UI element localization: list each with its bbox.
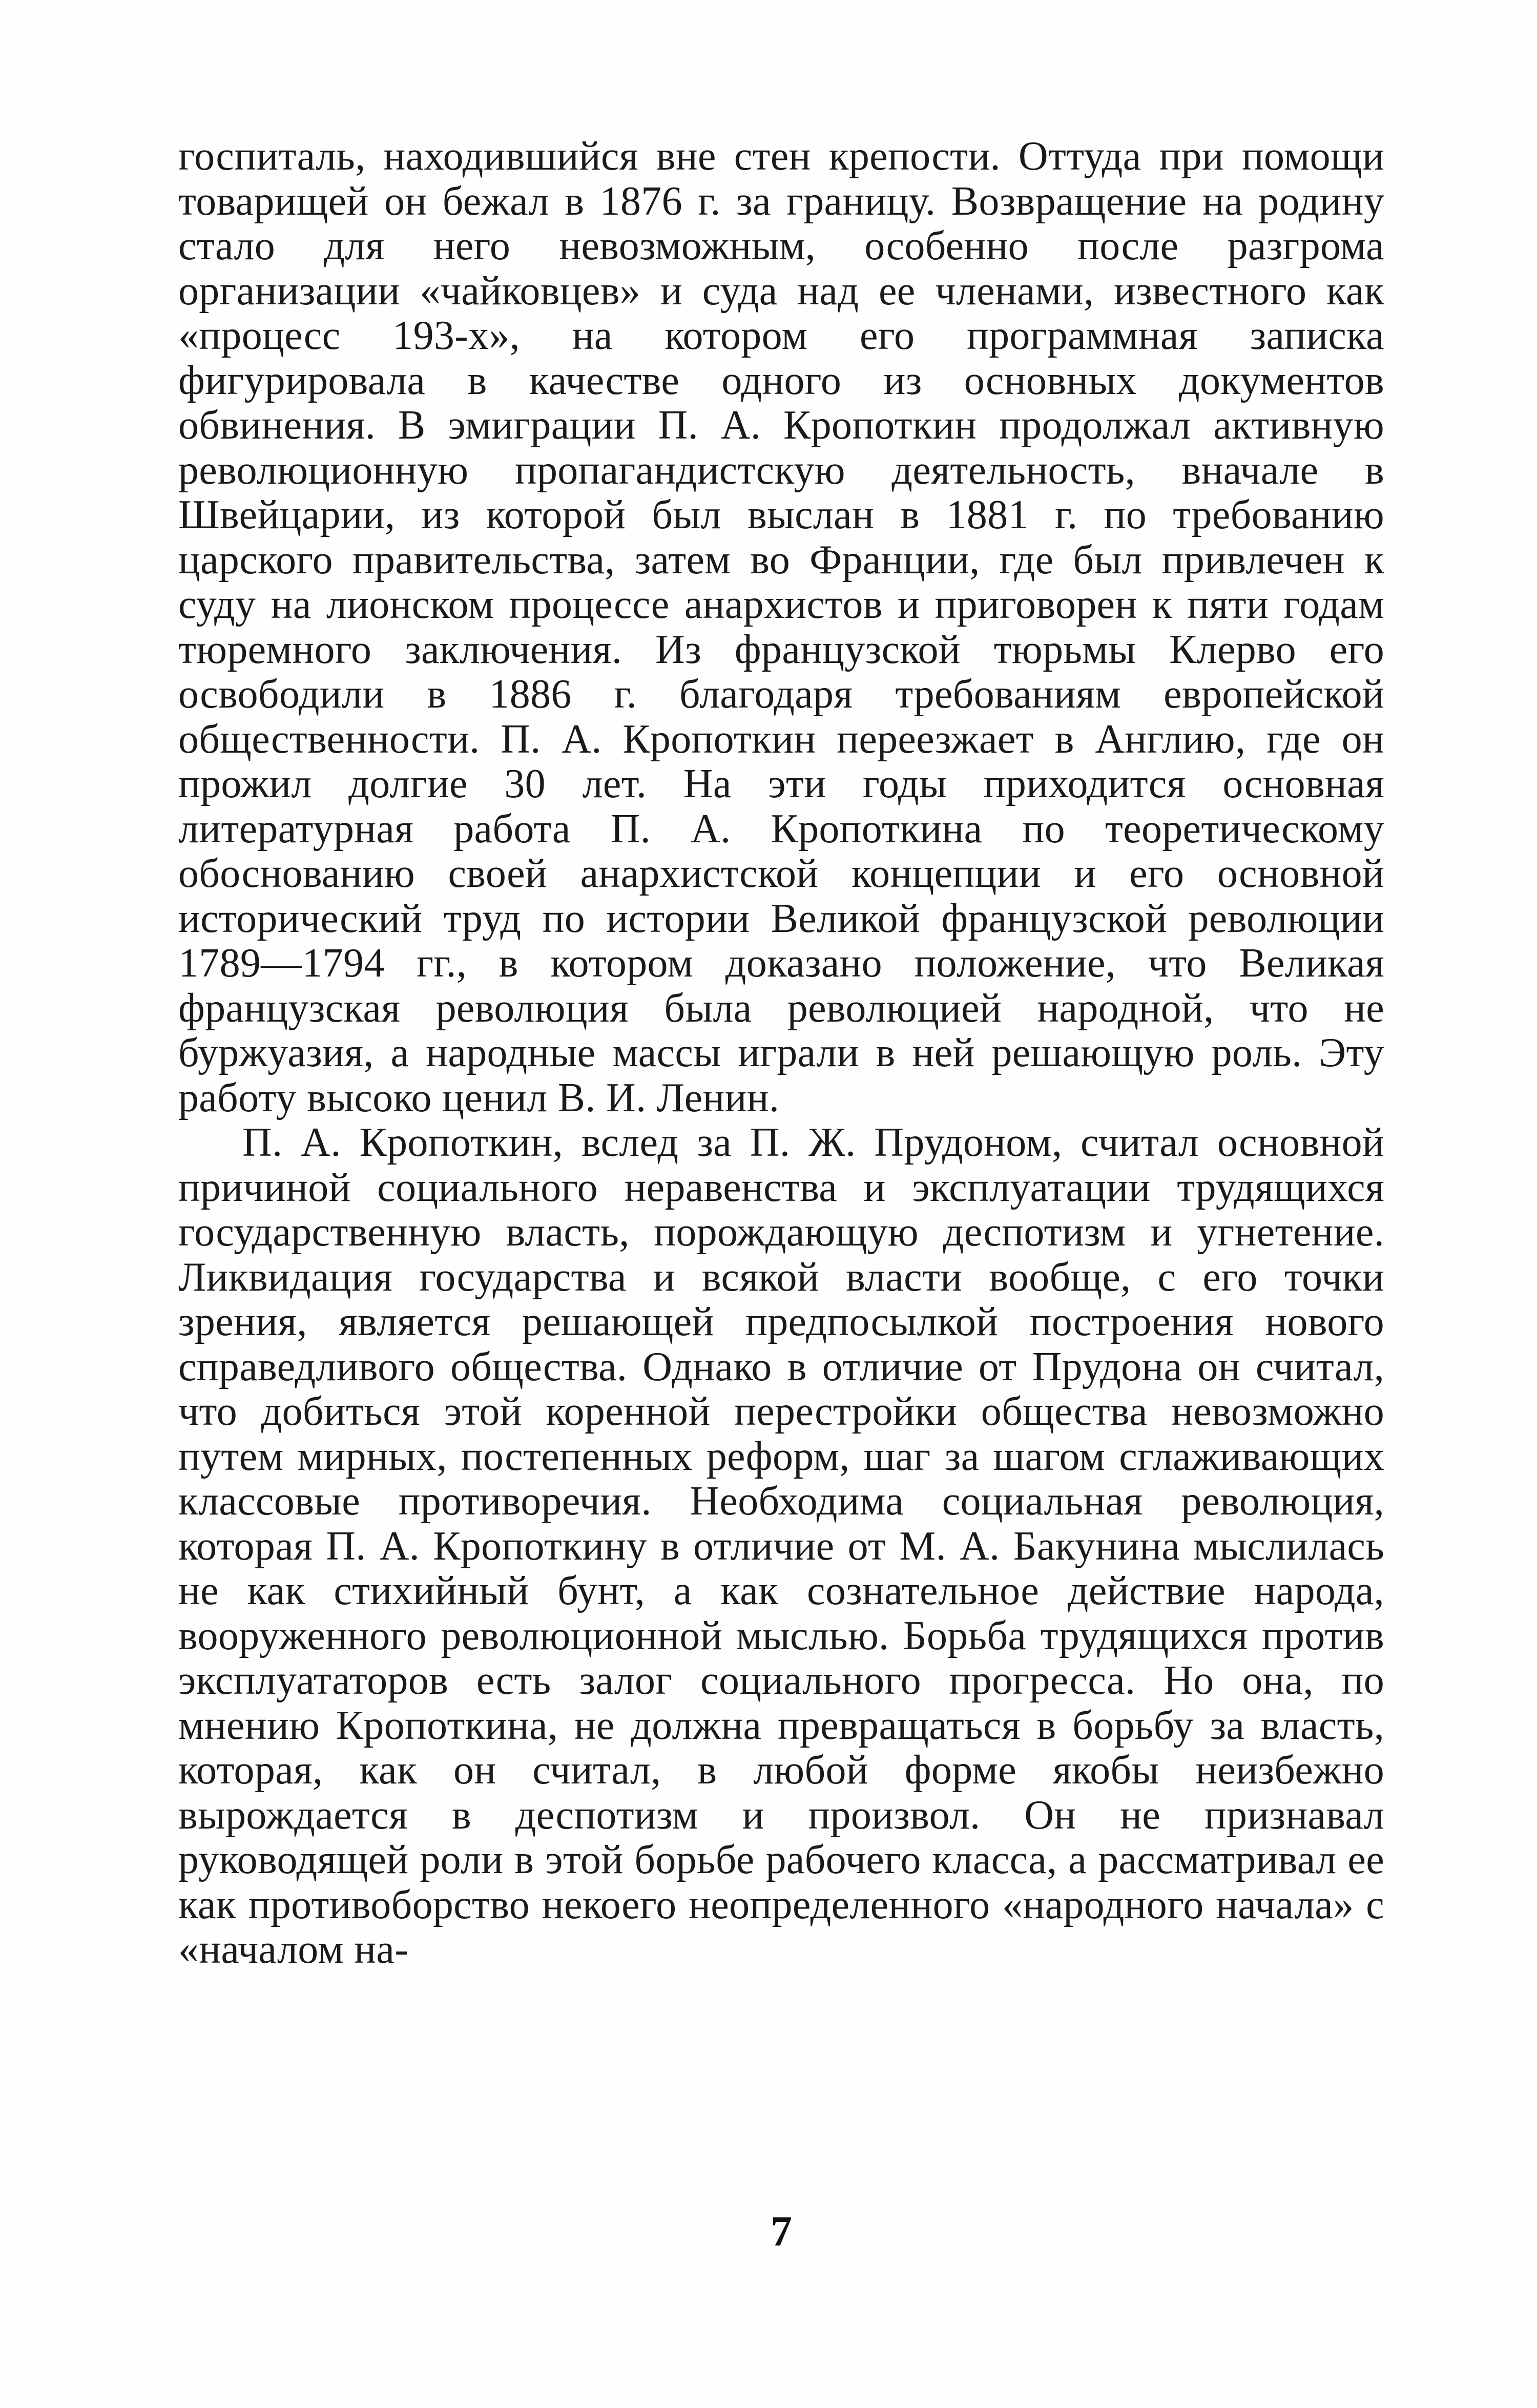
body-text [178, 134, 1384, 1973]
book-page [178, 134, 1384, 2255]
paragraph-kropotkin-views: П. А. Кропоткин, вслед за П. Ж. Прудоном, считал основной причиной социального неравенства и эксплуатации трудящихся государственную власть, порождающую деспотизм и угнетение. Ликвидация государства и всякой власти вообще, с его точки зрения, является решающей предпосылкой построения нового справедливого общества. Однако в отличие от Прудона он считал, что добиться этой коренной перестройки общества невозможно путем мирных, постепенных реформ, шаг за шагом сглаживающих классовые противоречия. Необходима социальная революция, которая П. А. Кропоткину в отличие от М. А. Бакунина мыслилась не как стихийный бунт, а как сознательное действие народа, вооруженного революционной мыслью. Борьба трудящихся против эксплуататоров есть залог социального прогресса. Но она, по мнению Кропоткина, не должна превращаться в борьбу за власть, которая, как он считал, в любой форме якобы неизбежно вырождается в деспотизм и произвол. Он не признавал руководящей роли в этой борьбе рабочего класса, а рассматривал ее как противоборство некоего неопределенного «народного начала» с «началом на- [178, 1120, 1384, 1972]
paragraph-continuation: госпиталь, находившийся вне стен крепости. Оттуда при помощи товарищей он бежал в 1876 г. за границу. Возвращение на родину стало для него невозможным, особенно после разгрома организации «чайковцев» и суда над ее членами, известного как «процесс 193-х», на котором его программная записка фигурировала в качестве одного из основных документов обвинения. В эмиграции П. А. Кропоткин продолжал активную революционную пропагандистскую деятельность, вначале в Швейцарии, из которой был выслан в 1881 г. по требованию царского правительства, затем во Франции, где был привлечен к суду на лионском процессе анархистов и приговорен к пяти годам тюремного заключения. Из французской тюрьмы Клерво его освободили в 1886 г. благодаря требованиям европейской общественности. П. А. Кропоткин переезжает в Англию, где он прожил долгие 30 лет. На эти годы приходится основная литературная работа П. А. Кропоткина по теоретическому обоснованию своей анархистской концепции и его основной исторический труд по истории Великой французской революции 1789—1794 гг., в котором доказано положение, что Великая французская революция была революцией народной, что не буржуазия, а народные массы играли в ней решающую роль. Эту работу высоко ценил В. И. Ленин. [178, 134, 1384, 1120]
page-number: 7 [771, 2208, 792, 2255]
